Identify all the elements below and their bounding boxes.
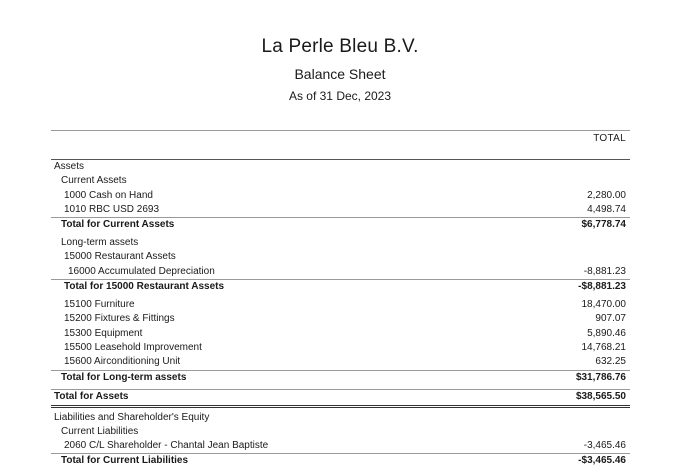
row-label: 1010 RBC USD 2693 (64, 203, 160, 215)
row-label: Total for Long-term assets (61, 371, 187, 383)
company-name: La Perle Bleu B.V. (261, 36, 419, 57)
row-amount: -8,881.23 (583, 265, 626, 277)
row-label: Total for 15000 Restaurant Assets (64, 281, 225, 293)
account-row (51, 341, 630, 355)
column-header-total: TOTAL (593, 133, 626, 144)
total-row (51, 453, 630, 469)
section-heading-row (51, 174, 630, 188)
row-amount: 632.25 (595, 356, 626, 368)
row-label: 15200 Fixtures & Fittings (64, 313, 175, 325)
row-amount: 2,280.00 (587, 189, 626, 201)
account-row (51, 327, 630, 341)
top-divider (51, 130, 630, 131)
row-amount: -$8,881.23 (578, 281, 626, 293)
row-label: Total for Current Liabilities (61, 455, 189, 467)
row-label: Long-term assets (61, 237, 139, 249)
row-label: 15100 Furniture (64, 299, 135, 311)
section-heading-row (51, 411, 630, 425)
row-label: Assets (54, 161, 85, 172)
row-amount: 907.07 (595, 313, 626, 325)
row-label: Liabilities and Shareholder's Equity (54, 411, 210, 423)
account-row (51, 312, 630, 326)
row-label: Current Assets (61, 175, 127, 187)
account-row (51, 298, 630, 312)
row-amount: -3,465.46 (583, 440, 626, 452)
account-row (51, 439, 630, 453)
row-amount: $38,565.50 (575, 390, 626, 402)
report-date: As of 31 Dec, 2023 (288, 89, 392, 103)
row-label: 15600 Airconditioning Unit (64, 356, 181, 368)
section-heading-row (51, 236, 630, 250)
account-row (51, 265, 630, 279)
account-row (51, 355, 630, 369)
total-row (51, 217, 630, 233)
row-label: Total for Current Assets (61, 219, 175, 231)
total-row (51, 279, 630, 295)
row-label: 16000 Accumulated Depreciation (68, 265, 215, 277)
section-heading-row (51, 250, 630, 264)
total-row (51, 389, 630, 408)
row-label: Current Liabilities (61, 425, 139, 437)
row-label: 1000 Cash on Hand (64, 189, 153, 201)
account-row (51, 203, 630, 217)
account-row (51, 189, 630, 203)
report-title: Balance Sheet (294, 66, 386, 82)
row-amount: 4,498.74 (587, 203, 626, 215)
section-heading-row (51, 160, 630, 174)
row-amount: -$3,465.46 (578, 455, 626, 467)
row-label: 15300 Equipment (64, 327, 143, 339)
row-label: 2060 C/L Shareholder - Chantal Jean Baptiste (64, 440, 269, 452)
row-amount: $6,778.74 (581, 219, 626, 231)
row-amount: 14,768.21 (581, 341, 626, 353)
row-amount: 18,470.00 (581, 299, 626, 311)
section-heading-row (51, 425, 630, 439)
row-amount: $31,786.76 (575, 371, 626, 383)
row-label: 15000 Restaurant Assets (64, 251, 176, 263)
row-amount: 5,890.46 (587, 327, 626, 339)
row-label: 15500 Leasehold Improvement (64, 341, 202, 353)
total-row (51, 370, 630, 386)
balance-sheet-rows (51, 160, 630, 472)
row-label: Total for Assets (54, 390, 129, 402)
